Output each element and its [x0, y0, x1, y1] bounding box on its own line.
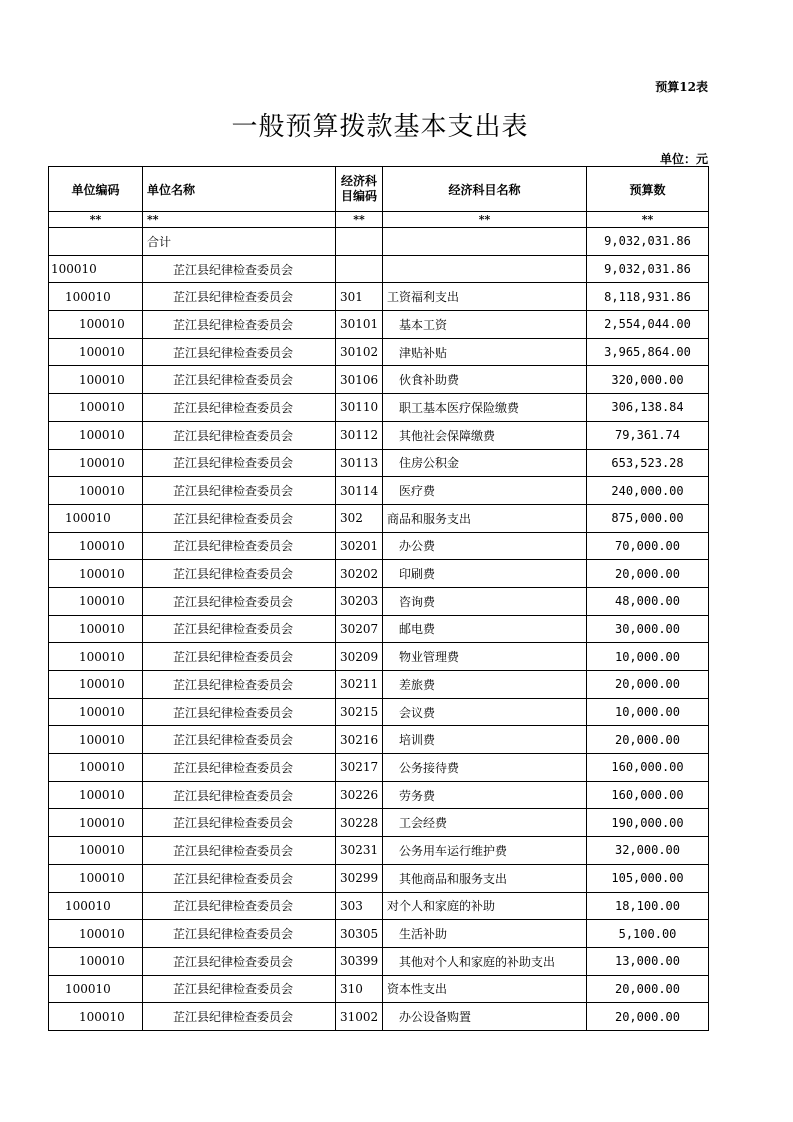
table-row [49, 421, 709, 449]
cell-econ-code: 310 [336, 975, 383, 1003]
unit-label: 单位：元 [659, 152, 708, 166]
cell-econ-name: 培训费 [383, 726, 587, 754]
cell-unit-name: 芷江县纪律检查委员会 [143, 615, 336, 643]
table-row [49, 920, 709, 948]
cell-unit-name: 芷江县纪律检查委员会 [143, 421, 336, 449]
cell-unit-code: 100010 [49, 1003, 143, 1031]
table-row [49, 532, 709, 560]
star-unit-code: ** [49, 212, 143, 228]
table-row [49, 560, 709, 588]
cell-unit-name: 芷江县纪律检查委员会 [143, 477, 336, 505]
cell-econ-name: 工资福利支出 [383, 283, 587, 311]
table-row [49, 283, 709, 311]
cell-unit-name: 芷江县纪律检查委员会 [143, 311, 336, 339]
table-row [49, 698, 709, 726]
cell-unit-code: 100010 [49, 947, 143, 975]
cell-unit-code: 100010 [49, 311, 143, 339]
cell-amount: 9,032,031.86 [587, 228, 709, 256]
cell-unit-name: 芷江县纪律检查委员会 [143, 587, 336, 615]
cell-econ-code: 30399 [336, 947, 383, 975]
cell-unit-code: 100010 [49, 643, 143, 671]
cell-unit-code: 100010 [49, 532, 143, 560]
table-row [49, 726, 709, 754]
cell-unit-name: 芷江县纪律检查委员会 [143, 809, 336, 837]
header-econ-name: 经济科目名称 [383, 167, 587, 212]
cell-unit-code: 100010 [49, 920, 143, 948]
cell-unit-name: 芷江县纪律检查委员会 [143, 671, 336, 699]
cell-amount: 306,138.84 [587, 394, 709, 422]
cell-unit-name: 芷江县纪律检查委员会 [143, 255, 336, 283]
cell-econ-name: 生活补助 [383, 920, 587, 948]
cell-unit-code: 100010 [49, 671, 143, 699]
cell-econ-name: 职工基本医疗保险缴费 [383, 394, 587, 422]
cell-econ-name: 差旅费 [383, 671, 587, 699]
table-row [49, 754, 709, 782]
cell-econ-code [336, 255, 383, 283]
cell-unit-name: 芷江县纪律检查委员会 [143, 338, 336, 366]
cell-unit-name: 芷江县纪律检查委员会 [143, 726, 336, 754]
table-row [49, 338, 709, 366]
cell-econ-name: 住房公积金 [383, 449, 587, 477]
budget-table [48, 166, 709, 1031]
cell-amount: 30,000.00 [587, 615, 709, 643]
cell-econ-code: 30215 [336, 698, 383, 726]
cell-econ-code: 30209 [336, 643, 383, 671]
cell-econ-name: 资本性支出 [383, 975, 587, 1003]
cell-amount: 320,000.00 [587, 366, 709, 394]
cell-unit-name: 合计 [143, 228, 336, 256]
cell-unit-code: 100010 [49, 504, 143, 532]
cell-unit-code: 100010 [49, 394, 143, 422]
table-row [49, 643, 709, 671]
cell-econ-code: 30203 [336, 587, 383, 615]
cell-econ-code: 303 [336, 892, 383, 920]
cell-amount: 20,000.00 [587, 1003, 709, 1031]
cell-econ-name: 商品和服务支出 [383, 504, 587, 532]
cell-econ-name: 医疗费 [383, 477, 587, 505]
table-row [49, 1003, 709, 1031]
cell-econ-name: 办公费 [383, 532, 587, 560]
cell-econ-name: 咨询费 [383, 587, 587, 615]
cell-econ-name: 其他社会保障缴费 [383, 421, 587, 449]
cell-econ-name: 对个人和家庭的补助 [383, 892, 587, 920]
cell-amount: 20,000.00 [587, 671, 709, 699]
cell-unit-code [49, 228, 143, 256]
cell-econ-code: 30216 [336, 726, 383, 754]
cell-unit-name: 芷江县纪律检查委员会 [143, 532, 336, 560]
cell-econ-name [383, 228, 587, 256]
table-row [49, 366, 709, 394]
cell-econ-name: 劳务费 [383, 781, 587, 809]
table-row [49, 311, 709, 339]
form-number: 预算12表 [655, 80, 708, 94]
cell-econ-code: 30110 [336, 394, 383, 422]
cell-econ-code: 30102 [336, 338, 383, 366]
table-row [49, 947, 709, 975]
cell-econ-name: 公务接待费 [383, 754, 587, 782]
cell-econ-code: 30201 [336, 532, 383, 560]
cell-unit-name: 芷江县纪律检查委员会 [143, 560, 336, 588]
cell-econ-code: 30226 [336, 781, 383, 809]
cell-econ-code: 30299 [336, 864, 383, 892]
cell-econ-code: 30106 [336, 366, 383, 394]
table-row [49, 975, 709, 1003]
header-amount: 预算数 [587, 167, 709, 212]
table-row [49, 837, 709, 865]
cell-unit-name: 芷江县纪律检查委员会 [143, 864, 336, 892]
cell-unit-name: 芷江县纪律检查委员会 [143, 892, 336, 920]
cell-unit-code: 100010 [49, 560, 143, 588]
cell-econ-code: 30305 [336, 920, 383, 948]
cell-unit-name: 芷江县纪律检查委员会 [143, 504, 336, 532]
cell-econ-name: 基本工资 [383, 311, 587, 339]
cell-amount: 190,000.00 [587, 809, 709, 837]
header-econ-code: 经济科目编码 [336, 167, 383, 212]
cell-unit-name: 芷江县纪律检查委员会 [143, 781, 336, 809]
table-star-row [49, 212, 709, 228]
cell-amount: 2,554,044.00 [587, 311, 709, 339]
cell-unit-name: 芷江县纪律检查委员会 [143, 975, 336, 1003]
cell-econ-name: 伙食补助费 [383, 366, 587, 394]
table-row [49, 228, 709, 256]
cell-amount: 20,000.00 [587, 975, 709, 1003]
cell-unit-code: 100010 [49, 338, 143, 366]
cell-unit-code: 100010 [49, 421, 143, 449]
cell-econ-code: 30231 [336, 837, 383, 865]
cell-econ-name: 津贴补贴 [383, 338, 587, 366]
header-unit-code: 单位编码 [49, 167, 143, 212]
cell-econ-code: 30101 [336, 311, 383, 339]
cell-econ-code: 301 [336, 283, 383, 311]
cell-unit-name: 芷江县纪律检查委员会 [143, 449, 336, 477]
table-row [49, 615, 709, 643]
cell-unit-code: 100010 [49, 726, 143, 754]
star-unit-name: ** [143, 212, 336, 228]
table-row [49, 864, 709, 892]
cell-amount: 10,000.00 [587, 698, 709, 726]
cell-unit-code: 100010 [49, 615, 143, 643]
table-row [49, 394, 709, 422]
cell-econ-code: 30112 [336, 421, 383, 449]
cell-amount: 160,000.00 [587, 781, 709, 809]
cell-unit-code: 100010 [49, 698, 143, 726]
cell-unit-name: 芷江县纪律检查委员会 [143, 366, 336, 394]
page-title: 一般预算拨款基本支出表 [231, 112, 529, 142]
star-econ-code: ** [336, 212, 383, 228]
cell-amount: 3,965,864.00 [587, 338, 709, 366]
cell-unit-code: 100010 [49, 449, 143, 477]
table-row [49, 255, 709, 283]
cell-econ-code: 31002 [336, 1003, 383, 1031]
cell-unit-code: 100010 [49, 864, 143, 892]
cell-amount: 10,000.00 [587, 643, 709, 671]
cell-amount: 20,000.00 [587, 560, 709, 588]
cell-econ-code: 30207 [336, 615, 383, 643]
cell-amount: 20,000.00 [587, 726, 709, 754]
table-row [49, 892, 709, 920]
cell-amount: 105,000.00 [587, 864, 709, 892]
cell-amount: 8,118,931.86 [587, 283, 709, 311]
cell-amount: 875,000.00 [587, 504, 709, 532]
cell-unit-name: 芷江县纪律检查委员会 [143, 947, 336, 975]
cell-amount: 5,100.00 [587, 920, 709, 948]
cell-amount: 79,361.74 [587, 421, 709, 449]
cell-econ-name: 公务用车运行维护费 [383, 837, 587, 865]
cell-econ-name: 印刷费 [383, 560, 587, 588]
cell-unit-code: 100010 [49, 477, 143, 505]
cell-unit-name: 芷江县纪律检查委员会 [143, 837, 336, 865]
cell-unit-name: 芷江县纪律检查委员会 [143, 920, 336, 948]
cell-amount: 32,000.00 [587, 837, 709, 865]
cell-amount: 653,523.28 [587, 449, 709, 477]
table-row [49, 504, 709, 532]
cell-unit-code: 100010 [49, 809, 143, 837]
cell-unit-code: 100010 [49, 975, 143, 1003]
table-row [49, 809, 709, 837]
cell-amount: 13,000.00 [587, 947, 709, 975]
table-row [49, 781, 709, 809]
cell-econ-code: 30202 [336, 560, 383, 588]
cell-econ-code: 30113 [336, 449, 383, 477]
cell-amount: 48,000.00 [587, 587, 709, 615]
cell-econ-name: 邮电费 [383, 615, 587, 643]
cell-unit-code: 100010 [49, 754, 143, 782]
table-header-row [49, 167, 709, 212]
cell-unit-code: 100010 [49, 283, 143, 311]
cell-econ-code: 30217 [336, 754, 383, 782]
cell-econ-name: 办公设备购置 [383, 1003, 587, 1031]
cell-amount: 240,000.00 [587, 477, 709, 505]
cell-econ-name: 工会经费 [383, 809, 587, 837]
table-row [49, 477, 709, 505]
cell-amount: 18,100.00 [587, 892, 709, 920]
cell-unit-name: 芷江县纪律检查委员会 [143, 698, 336, 726]
cell-econ-name: 其他对个人和家庭的补助支出 [383, 947, 587, 975]
cell-unit-code: 100010 [49, 366, 143, 394]
cell-econ-code: 30228 [336, 809, 383, 837]
cell-econ-code: 30114 [336, 477, 383, 505]
cell-econ-name: 其他商品和服务支出 [383, 864, 587, 892]
header-unit-name: 单位名称 [143, 167, 336, 212]
table-body [49, 228, 709, 1031]
cell-unit-name: 芷江县纪律检查委员会 [143, 754, 336, 782]
cell-unit-code: 100010 [49, 892, 143, 920]
table-row [49, 671, 709, 699]
cell-unit-code: 100010 [49, 587, 143, 615]
cell-unit-name: 芷江县纪律检查委员会 [143, 283, 336, 311]
star-amount: ** [587, 212, 709, 228]
star-econ-name: ** [383, 212, 587, 228]
cell-amount: 70,000.00 [587, 532, 709, 560]
table-row [49, 449, 709, 477]
cell-econ-name [383, 255, 587, 283]
cell-unit-code: 100010 [49, 837, 143, 865]
cell-unit-code: 100010 [49, 255, 143, 283]
cell-econ-name: 会议费 [383, 698, 587, 726]
cell-amount: 160,000.00 [587, 754, 709, 782]
cell-unit-name: 芷江县纪律检查委员会 [143, 394, 336, 422]
cell-econ-code: 30211 [336, 671, 383, 699]
cell-econ-code [336, 228, 383, 256]
cell-unit-name: 芷江县纪律检查委员会 [143, 643, 336, 671]
cell-unit-name: 芷江县纪律检查委员会 [143, 1003, 336, 1031]
cell-unit-code: 100010 [49, 781, 143, 809]
cell-amount: 9,032,031.86 [587, 255, 709, 283]
cell-econ-name: 物业管理费 [383, 643, 587, 671]
table-row [49, 587, 709, 615]
cell-econ-code: 302 [336, 504, 383, 532]
